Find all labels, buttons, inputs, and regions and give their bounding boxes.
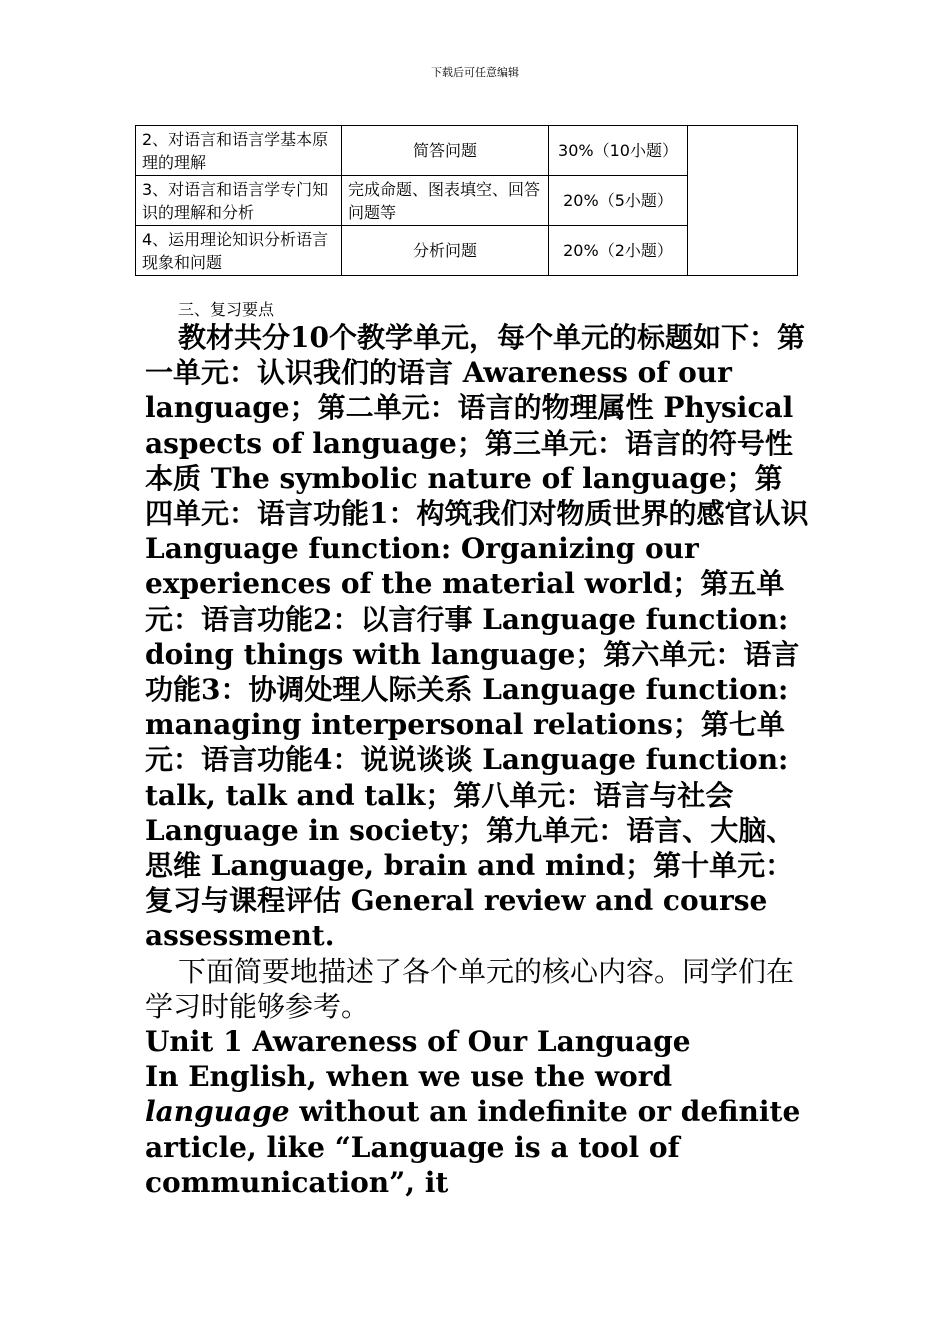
document-body — [145, 320, 810, 1200]
unit1-term-language: language — [145, 1095, 290, 1129]
assessment-table — [135, 125, 798, 276]
objective-cell: 3、对语言和语言学专门知识的理解和分析 — [136, 176, 342, 226]
unit1-paragraph — [145, 1059, 810, 1200]
empty-cell — [688, 126, 798, 276]
table-row — [136, 126, 798, 176]
question-type-cell: 完成命题、图表填空、回答问题等 — [342, 176, 549, 226]
weight-cell: 30%（10小题） — [549, 126, 688, 176]
question-type-cell: 分析问题 — [342, 226, 549, 276]
page-header: 下载后可任意编辑 — [431, 66, 519, 79]
unit1-title: Unit 1 Awareness of Our Language — [145, 1025, 691, 1059]
units-paragraph: 教材共分10个教学单元，每个单元的标题如下：第一单元：认识我们的语言 Awareness of our language；第二单元：语言的物理属性 Physical aspects of language；第三单元：语言的符号性本质 The symbolic nature of language；第四单元：语言功能1：构筑我们对物质世界的感官认识 Language function: Organizing our experiences of the material world；第五单元：语言功能2：以言行事 Language function: doing things with language；第六单元：语言功能3：协调处理人际关系 Language function: managing interpersonal relations；第七单元：语言功能4：说说谈谈 Language function: talk, talk and talk；第八单元：语言与社会 Language in society；第九单元：语言、大脑、思维 Language, brain and mind；第十单元：复习与课程评估 General review and course assessment. — [145, 321, 809, 953]
summary-paragraph: 下面简要地描述了各个单元的核心内容。同学们在学习时能够参考。 — [145, 954, 795, 1023]
weight-cell: 20%（2小题） — [549, 226, 688, 276]
unit1-text-after: without an indefinite or definite article, like “Language is a tool of communication”, it — [145, 1095, 801, 1199]
question-type-cell: 简答问题 — [342, 126, 549, 176]
unit1-text-before: In English, when we use the word — [145, 1060, 673, 1094]
objective-cell: 2、对语言和语言学基本原理的理解 — [136, 126, 342, 176]
weight-cell: 20%（5小题） — [549, 176, 688, 226]
section-heading: 三、复习要点 — [178, 300, 275, 319]
objective-cell: 4、运用理论知识分析语言现象和问题 — [136, 226, 342, 276]
